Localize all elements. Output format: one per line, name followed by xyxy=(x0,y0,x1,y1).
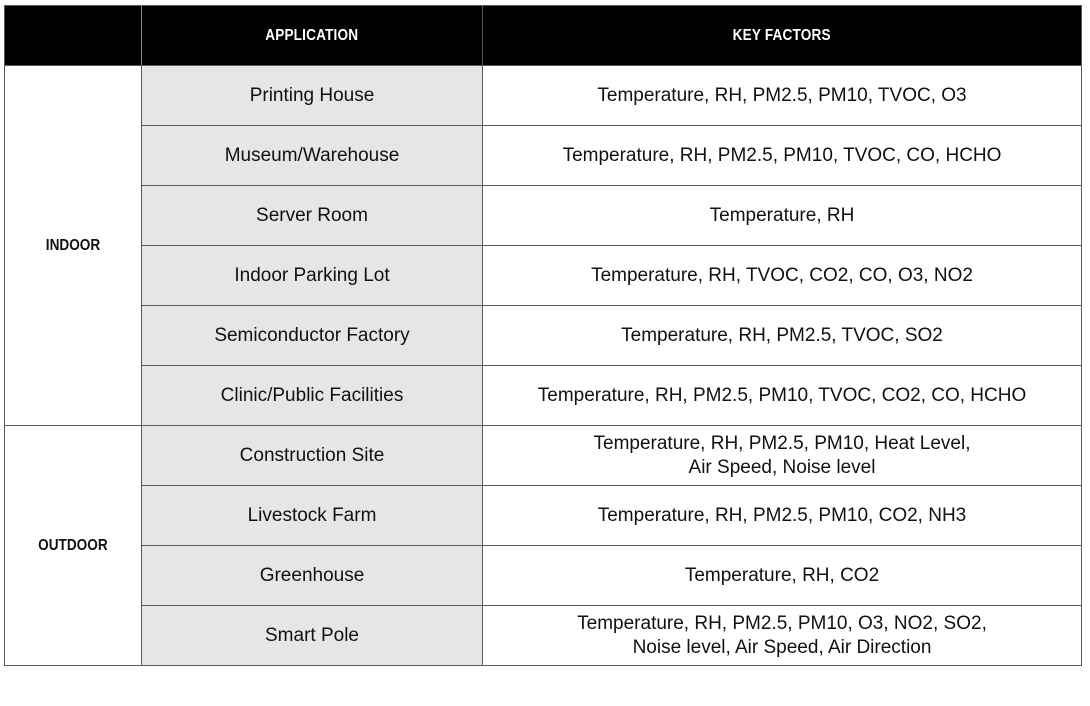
factors-cell: Temperature, RH xyxy=(483,186,1082,246)
application-cell: Livestock Farm xyxy=(142,486,483,546)
table-row xyxy=(5,366,1082,426)
table-row xyxy=(5,606,1082,666)
header-key-factors: KEY FACTORS xyxy=(483,6,1082,66)
factors-cell: Temperature, RH, PM2.5, PM10, TVOC, CO, HCHO xyxy=(483,126,1082,186)
header-blank-cell xyxy=(5,6,142,66)
table-row xyxy=(5,546,1082,606)
table-row xyxy=(5,126,1082,186)
table-row xyxy=(5,246,1082,306)
application-cell: Semiconductor Factory xyxy=(142,306,483,366)
application-cell: Clinic/Public Facilities xyxy=(142,366,483,426)
factors-cell: Temperature, RH, CO2 xyxy=(483,546,1082,606)
table-row xyxy=(5,186,1082,246)
factors-cell: Temperature, RH, PM2.5, TVOC, SO2 xyxy=(483,306,1082,366)
table-body xyxy=(5,66,1082,666)
factors-cell: Temperature, RH, PM2.5, PM10, CO2, NH3 xyxy=(483,486,1082,546)
application-cell: Smart Pole xyxy=(142,606,483,666)
factors-cell: Temperature, RH, PM2.5, PM10, Heat Level, Air Speed, Noise level xyxy=(483,426,1082,486)
factors-cell: Temperature, RH, PM2.5, PM10, TVOC, CO2, CO, HCHO xyxy=(483,366,1082,426)
group-label-outdoor: OUTDOOR xyxy=(5,426,142,666)
application-factors-table xyxy=(4,5,1082,666)
table-header xyxy=(5,6,1082,66)
table-row xyxy=(5,306,1082,366)
application-cell: Printing House xyxy=(142,66,483,126)
factors-cell: Temperature, RH, TVOC, CO2, CO, O3, NO2 xyxy=(483,246,1082,306)
application-cell: Museum/Warehouse xyxy=(142,126,483,186)
header-application: APPLICATION xyxy=(142,6,483,66)
group-label-indoor: INDOOR xyxy=(5,66,142,426)
table-row xyxy=(5,486,1082,546)
page-bottom-whitespace xyxy=(0,662,1090,706)
table-row xyxy=(5,426,1082,486)
application-cell: Construction Site xyxy=(142,426,483,486)
factors-cell: Temperature, RH, PM2.5, PM10, TVOC, O3 xyxy=(483,66,1082,126)
application-cell: Greenhouse xyxy=(142,546,483,606)
factors-cell: Temperature, RH, PM2.5, PM10, O3, NO2, SO2, Noise level, Air Speed, Air Direction xyxy=(483,606,1082,666)
application-cell: Indoor Parking Lot xyxy=(142,246,483,306)
application-cell: Server Room xyxy=(142,186,483,246)
table-row xyxy=(5,66,1082,126)
